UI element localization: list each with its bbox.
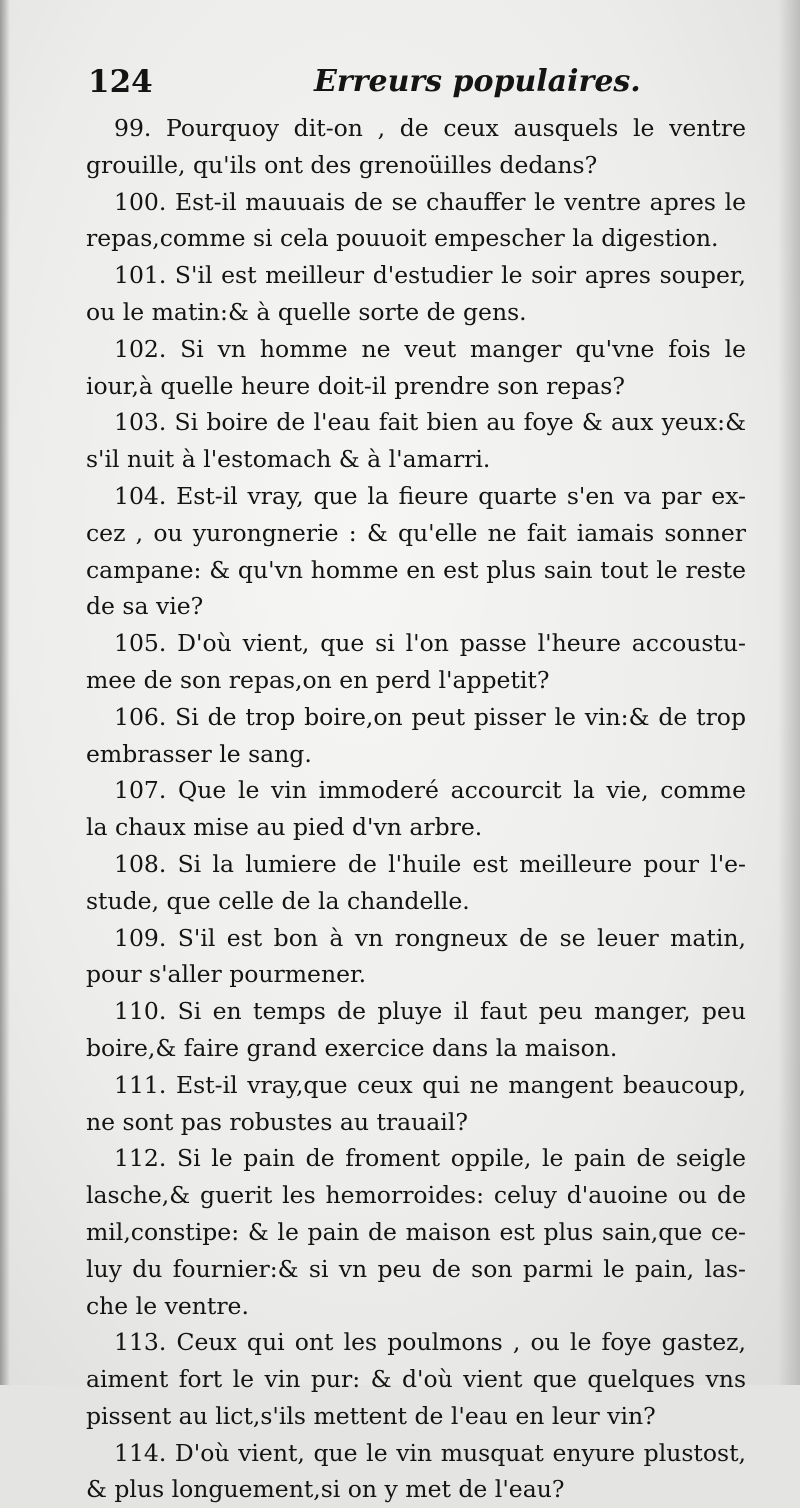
text-line: 111. Est-il vray,que ceux qui ne mangent beaucoup, — [114, 1070, 746, 1099]
text-line: repas,comme si cela pouuoit empescher la digestion. — [86, 224, 719, 253]
text-line: luy du fournier:& si vn peu de son parmi le pain, las- — [86, 1254, 746, 1283]
text-line: grouille, qu'ils ont des grenoüilles dedans? — [86, 150, 598, 179]
text-line: ne sont pas robustes au trauail? — [86, 1107, 468, 1136]
entry-101 — [86, 257, 746, 331]
page-header — [88, 64, 728, 106]
text-line: 110. Si en temps de pluye il faut peu manger, peu — [114, 997, 746, 1026]
text-line: stude, que celle de la chandelle. — [86, 886, 470, 915]
text-line: la chaux mise au pied d'vn arbre. — [86, 813, 483, 842]
entry-108 — [86, 846, 746, 920]
entry-114 — [86, 1435, 746, 1508]
text-line: mee de son repas,on en perd l'appetit? — [86, 665, 550, 694]
text-line: s'il nuit à l'estomach & à l'amarri. — [86, 445, 491, 474]
entry-111 — [86, 1067, 746, 1141]
entry-109 — [86, 920, 746, 994]
text-line: mil,constipe: & le pain de maison est plus sain,que ce- — [86, 1217, 746, 1246]
entry-113 — [86, 1324, 746, 1434]
text-line: iour,à quelle heure doit-il prendre son repas? — [86, 371, 625, 400]
entry-106 — [86, 699, 746, 773]
running-head: Erreurs populaires. — [314, 64, 641, 99]
entry-110 — [86, 993, 746, 1067]
text-line: 106. Si de trop boire,on peut pisser le vin:& de trop — [114, 702, 746, 731]
entry-103 — [86, 404, 746, 478]
text-line: 112. Si le pain de froment oppile, le pain de seigle — [114, 1144, 746, 1173]
text-line: 108. Si la lumiere de l'huile est meilleure pour l'e- — [114, 849, 746, 878]
text-line: & plus longuement,si on y met de l'eau? — [86, 1475, 565, 1504]
page-body — [86, 110, 746, 1508]
text-line: lasche,& guerit les hemorroides: celuy d'auoine ou de — [86, 1181, 746, 1210]
text-line: ou le matin:& à quelle sorte de gens. — [86, 297, 527, 326]
text-line: 101. S'il est meilleur d'estudier le soir apres souper, — [114, 261, 746, 290]
text-line: pour s'aller pourmener. — [86, 960, 367, 989]
entry-107 — [86, 772, 746, 846]
entry-104 — [86, 478, 746, 625]
text-line: aiment fort le vin pur: & d'où vient que quelques vns — [86, 1365, 746, 1394]
text-line: de sa vie? — [86, 592, 204, 621]
text-line: 102. Si vn homme ne veut manger qu'vne fois le — [114, 334, 746, 363]
text-line: campane: & qu'vn homme en est plus sain tout le reste — [86, 555, 746, 584]
entry-105 — [86, 625, 746, 699]
text-line: 103. Si boire de l'eau fait bien au foye & aux yeux:& — [114, 408, 746, 437]
entry-112 — [86, 1140, 746, 1324]
text-line: boire,& faire grand exercice dans la maison. — [86, 1033, 618, 1062]
entry-100 — [86, 184, 746, 258]
text-line: pissent au lict,s'ils mettent de l'eau en leur vin? — [86, 1401, 656, 1430]
text-line: cez , ou yurongnerie : & qu'elle ne fait iamais sonner — [86, 518, 746, 547]
page-number: 124 — [88, 64, 153, 100]
text-line: 105. D'où vient, que si l'on passe l'heure accoustu- — [114, 629, 746, 658]
text-line: 113. Ceux qui ont les poulmons , ou le foye gastez, — [114, 1328, 746, 1357]
text-line: embrasser le sang. — [86, 739, 312, 768]
text-line: 99. Pourquoy dit-on , de ceux ausquels le ventre — [114, 114, 746, 142]
text-line: 100. Est-il mauuais de se chauffer le ventre apres le — [114, 187, 746, 216]
text-line: 114. D'où vient, que le vin musquat enyure plustost, — [114, 1438, 746, 1467]
text-line: che le ventre. — [86, 1291, 249, 1320]
text-line: 107. Que le vin immoderé accourcit la vie, comme — [114, 776, 746, 805]
entry-102 — [86, 331, 746, 405]
entry-99 — [86, 110, 746, 184]
text-line: 109. S'il est bon à vn rongneux de se leuer matin, — [114, 923, 746, 952]
text-line: 104. Est-il vray, que la fieure quarte s'en va par ex- — [114, 481, 746, 510]
